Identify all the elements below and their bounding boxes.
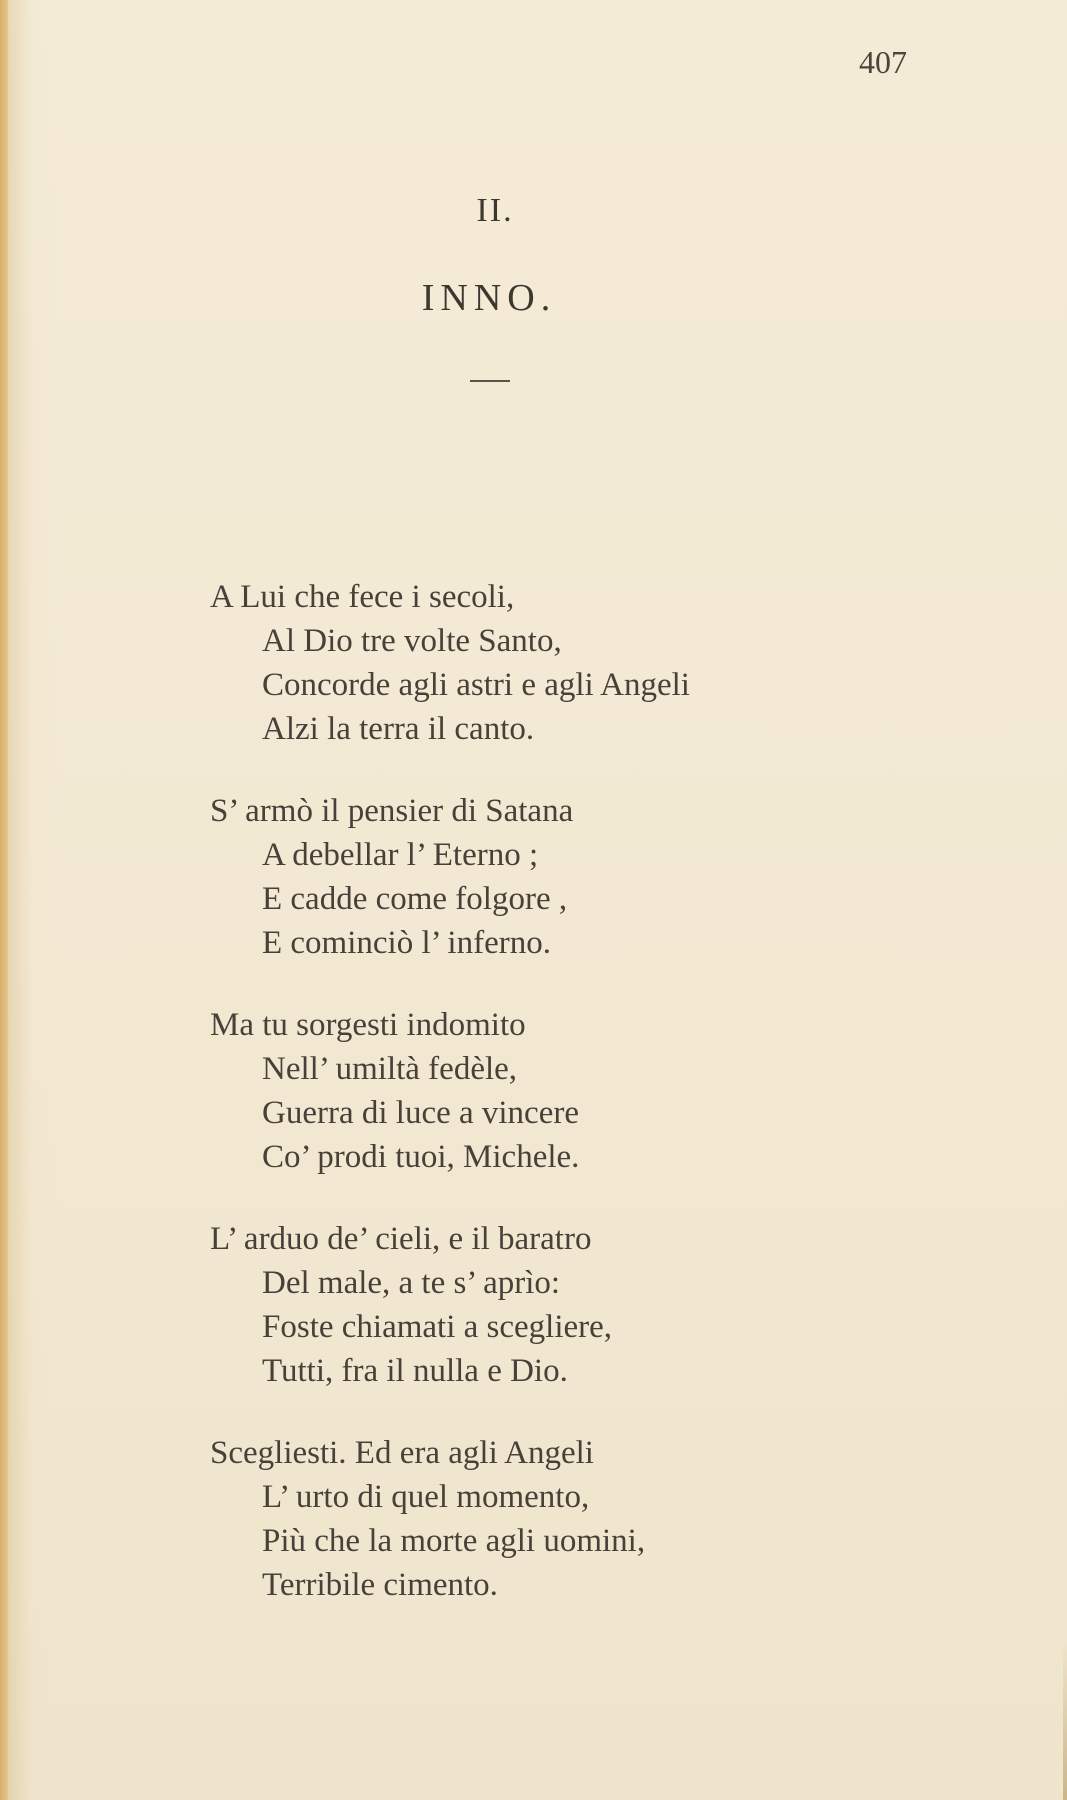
stanza-4 — [210, 1217, 850, 1393]
poem-line: S’ armò il pensier di Satana — [210, 793, 574, 829]
poem-line: Scegliesti. Ed era agli Angeli — [210, 1435, 594, 1471]
poem-line: E cominciò l’ inferno. — [262, 925, 551, 961]
stanza-5 — [210, 1431, 850, 1607]
poem-line: Più che la morte agli uomini, — [262, 1523, 646, 1559]
chapter-title: INNO. — [421, 277, 557, 319]
poem-line: A Lui che fece i secoli, — [210, 579, 515, 615]
poem-line: A debellar l’ Eterno ; — [262, 837, 539, 873]
page-number: 407 — [859, 44, 907, 80]
poem-line: Co’ prodi tuoi, Michele. — [262, 1139, 580, 1175]
poem-line: Tutti, fra il nulla e Dio. — [262, 1353, 568, 1389]
page-right-edge — [1063, 1640, 1067, 1800]
poem-line: Guerra di luce a vincere — [262, 1095, 579, 1131]
poem-line: Ma tu sorgesti indomito — [210, 1007, 526, 1043]
poem-line: Alzi la terra il canto. — [262, 711, 535, 747]
stanza-2 — [210, 789, 850, 965]
chapter-number: II. — [476, 192, 514, 229]
poem-line: Al Dio tre volte Santo, — [262, 623, 562, 659]
poem-line: E cadde come folgore , — [262, 881, 568, 917]
poem-line: Foste chiamati a scegliere, — [262, 1309, 613, 1345]
poem-body — [210, 575, 850, 1645]
stanza-1 — [210, 575, 850, 751]
stanza-3 — [210, 1003, 850, 1179]
poem-line: L’ arduo de’ cieli, e il baratro — [210, 1221, 592, 1257]
poem-line: Nell’ umiltà fedèle, — [262, 1051, 518, 1087]
poem-line: L’ urto di quel momento, — [262, 1479, 590, 1515]
poem-line: Del male, a te s’ aprìo: — [262, 1265, 561, 1301]
poem-line: Concorde agli astri e agli Angeli — [262, 667, 690, 703]
page-spine-edge — [0, 0, 8, 1800]
title-divider-rule — [470, 380, 510, 382]
poem-line: Terribile cimento. — [262, 1567, 498, 1603]
